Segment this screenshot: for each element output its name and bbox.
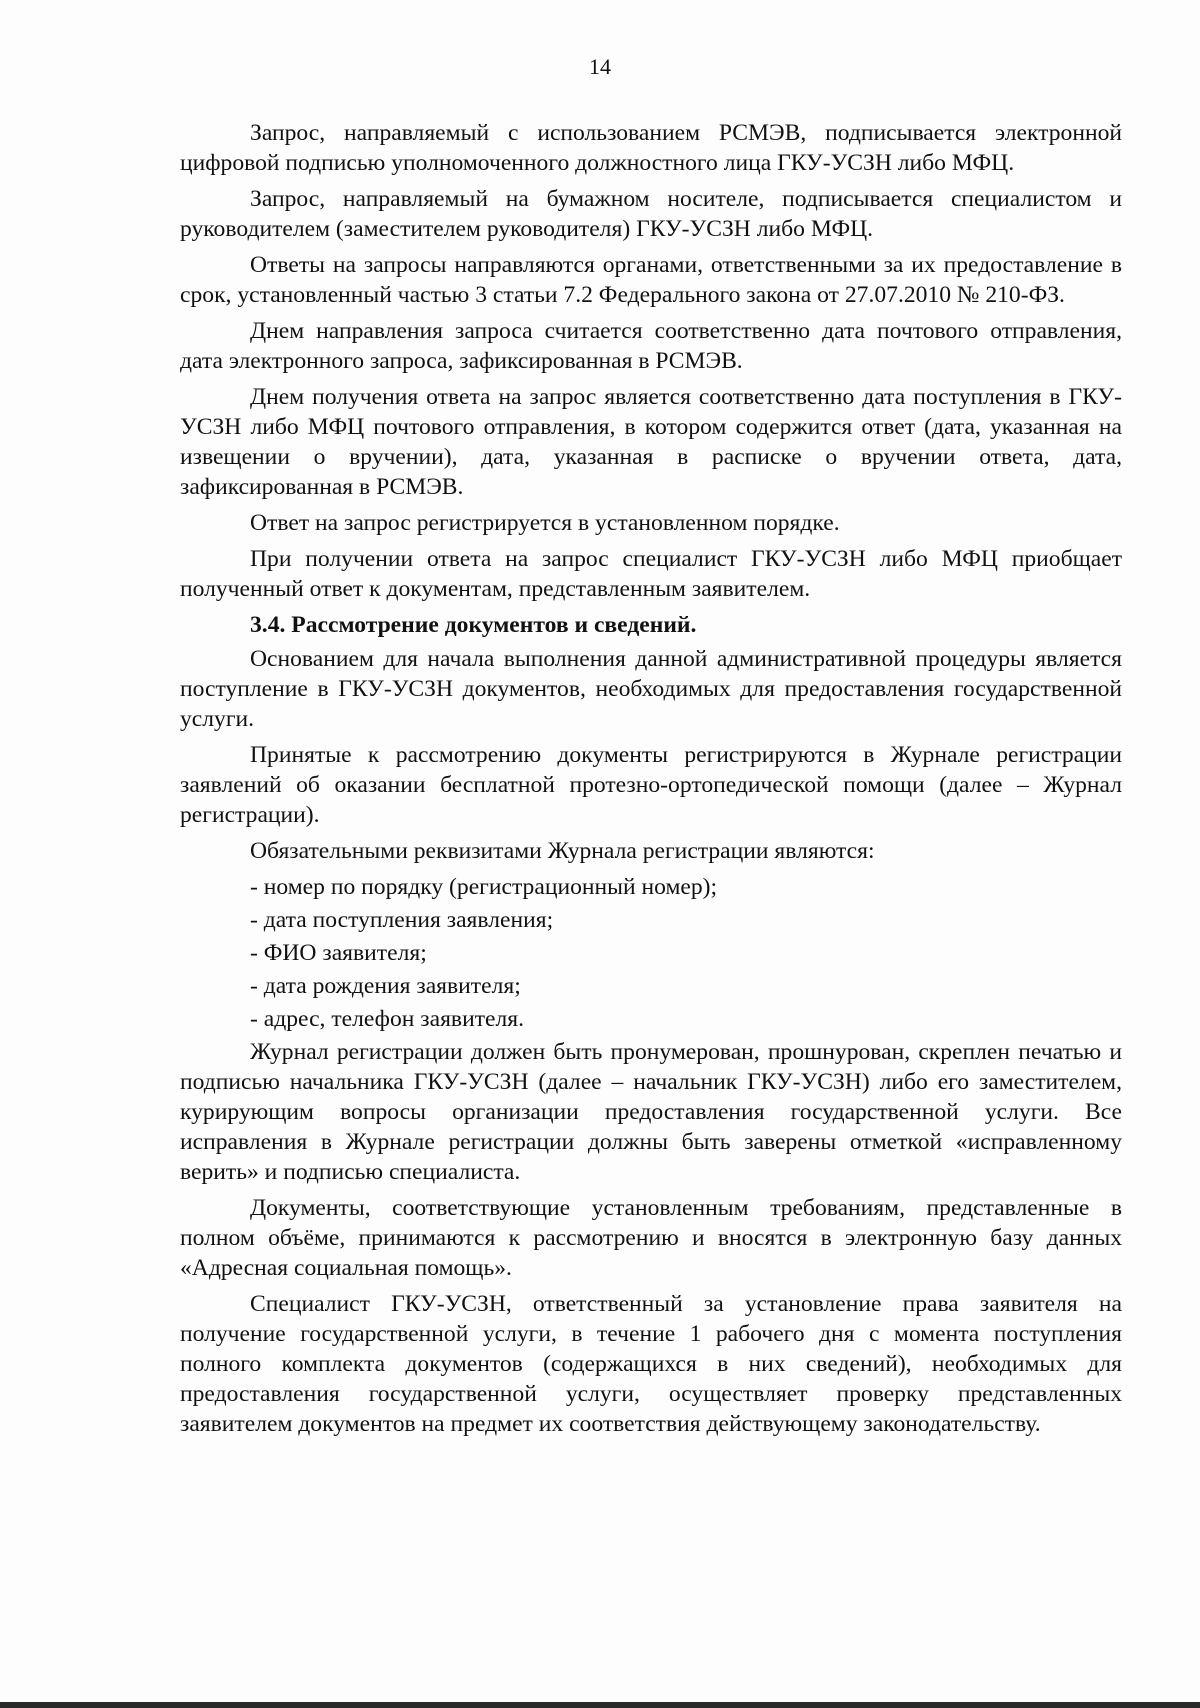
section-heading: 3.4. Рассмотрение документов и сведений. [250,612,697,638]
list-item: - дата поступления заявления; [250,907,554,933]
paragraph: Запрос, направляемый с использованием РСМЭВ, подписывается электронной цифровой подписью уполномоченного должностного лица ГКУ-УСЗН либо МФЦ. [180,120,1122,176]
scan-edge [0,1702,1200,1708]
list-item: - адрес, телефон заявителя. [250,1006,525,1032]
paragraph: Днем направления запроса считается соответственно дата почтового отправления, дата электронного запроса, зафиксированная в РСМЭВ. [180,318,1122,374]
document-body [180,118,1122,1445]
page-number: 14 [589,54,611,79]
paragraph: Ответ на запрос регистрируется в установленном порядке. [250,510,840,536]
paragraph: Журнал регистрации должен быть пронумерован, прошнурован, скреплен печатью и подписью начальника ГКУ-УСЗН (далее – начальник ГКУ-УСЗН) либо его заместителем, курирующим вопросы организации предоставления государственной услуги. Все исправления в Журнале регистрации должны быть заверены отметкой «исправленному верить» и подписью специалиста. [180,1039,1122,1185]
paragraph: Специалист ГКУ-УСЗН, ответственный за установление права заявителя на получение государственной услуги, в течение 1 рабочего дня с момента поступления полного комплекта документов (содержащихся в них сведений), необходимых для предоставления государственной услуги, осуществляет проверку представленных заявителем документов на предмет их соответствия действующему законодательству. [180,1291,1122,1437]
requisites-list [180,872,1122,1034]
paragraph: Днем получения ответа на запрос является соответственно дата поступления в ГКУ-УСЗН либо МФЦ почтового отправления, в котором содержится ответ (дата, указанная на извещении о вручении), дата, указанная в расписке о вручении ответа, дата, зафиксированная в РСМЭВ. [180,384,1122,500]
list-item: - номер по порядку (регистрационный номер); [250,874,718,900]
paragraph: Ответы на запросы направляются органами, ответственными за их предоставление в срок, установленный частью 3 статьи 7.2 Федерального закона от 27.07.2010 № 210-ФЗ. [180,252,1122,308]
list-item: - дата рождения заявителя; [250,973,521,999]
paragraph: При получении ответа на запрос специалист ГКУ-УСЗН либо МФЦ приобщает полученный ответ к документам, представленным заявителем. [180,546,1122,602]
paragraph: Принятые к рассмотрению документы регистрируются в Журнале регистрации заявлений об оказании бесплатной протезно-ортопедической помощи (далее – Журнал регистрации). [180,742,1122,828]
paragraph: Документы, соответствующие установленным требованиям, представленные в полном объёме, принимаются к рассмотрению и вносятся в электронную базу данных «Адресная социальная помощь». [180,1195,1122,1281]
list-item: - ФИО заявителя; [250,940,427,966]
paragraph: Запрос, направляемый на бумажном носителе, подписывается специалистом и руководителем (заместителем руководителя) ГКУ-УСЗН либо МФЦ. [180,186,1122,242]
paragraph: Основанием для начала выполнения данной административной процедуры является поступление в ГКУ-УСЗН документов, необходимых для предоставления государственной услуги. [180,646,1122,732]
paragraph: Обязательными реквизитами Журнала регистрации являются: [250,838,875,864]
